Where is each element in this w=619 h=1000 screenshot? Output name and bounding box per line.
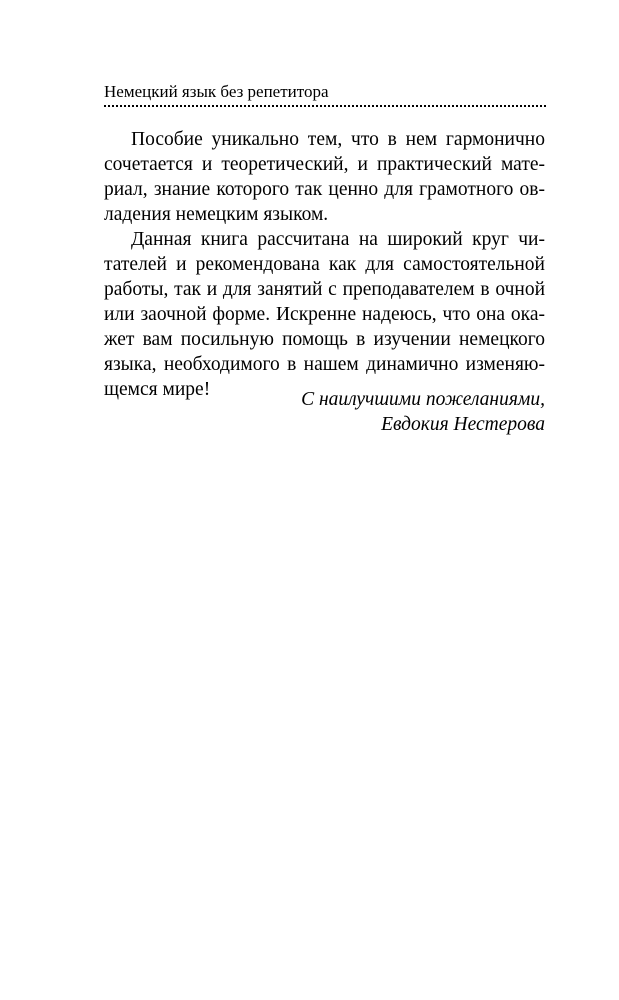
paragraph-1 xyxy=(104,127,545,227)
text-line: Пособие уникально тем, что в нем гармонично xyxy=(131,129,545,150)
signature-closing: С наилучшими пожеланиями, xyxy=(301,389,545,410)
text-line: сочетается и теоретический, и практический мате- xyxy=(104,154,545,175)
running-title: Немецкий язык без репетитора xyxy=(104,82,329,101)
paragraph-2 xyxy=(104,227,545,402)
header-dotted-rule xyxy=(104,105,546,107)
text-line: тателей и рекомендована как для самостоятельной xyxy=(104,254,545,275)
text-line: работы, так и для занятий с преподавателем в очной xyxy=(104,279,545,300)
signature-block xyxy=(301,387,545,437)
text-line: жет вам посильную помощь в изучении немецкого xyxy=(104,329,545,350)
text-line: или заочной форме. Искренне надеюсь, что она ока- xyxy=(104,304,545,325)
text-line: языка, необходимого в нашем динамично изменяю- xyxy=(104,354,545,375)
body-text xyxy=(104,127,545,402)
signature-author: Евдокия Нестерова xyxy=(381,414,545,435)
text-line: Данная книга рассчитана на широкий круг чи- xyxy=(131,229,545,250)
text-line: риал, знание которого так ценно для грамотного ов- xyxy=(104,179,545,200)
text-line: ладения немецким языком. xyxy=(104,204,329,225)
text-line: щемся мире! xyxy=(104,379,211,400)
